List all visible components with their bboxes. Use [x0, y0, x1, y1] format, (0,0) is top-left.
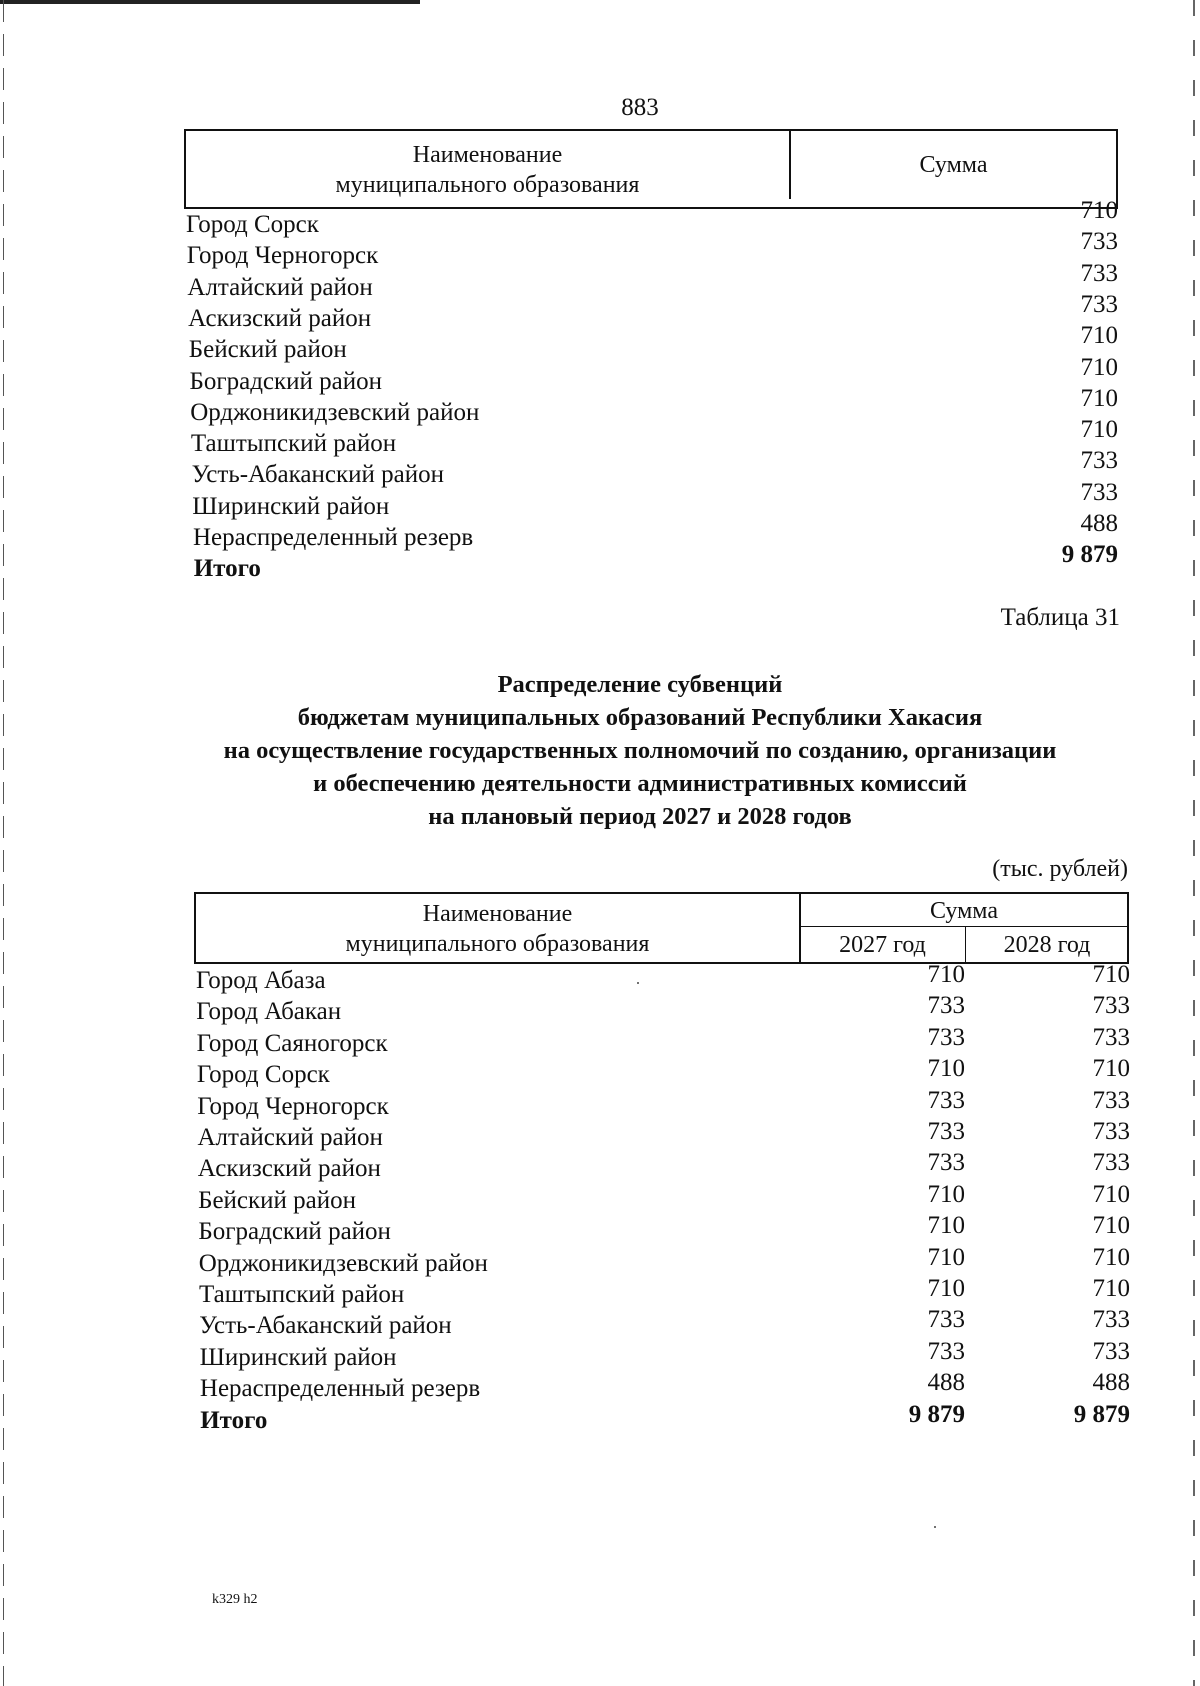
- scan-edge-left: [3, 0, 4, 1686]
- municipality-name: Таштыпский район: [199, 1281, 405, 1308]
- table-row: [196, 1369, 1130, 1405]
- table31-header-sum: Сумма: [930, 898, 998, 924]
- sum-value: 710: [1080, 197, 1118, 224]
- municipality-name: Усть-Абаканский район: [191, 461, 444, 489]
- table-row: [186, 353, 1120, 398]
- value-2028: 733: [1092, 1337, 1130, 1365]
- sum-value: 710: [1080, 322, 1118, 350]
- municipality-name: Город Абаза: [196, 967, 326, 994]
- header-name-line2: муниципального образования: [345, 931, 650, 957]
- table-row: [196, 1337, 1130, 1374]
- table-row: [196, 1275, 1130, 1311]
- sum-value: 488: [1080, 510, 1118, 537]
- municipality-name: Алтайский район: [197, 1124, 383, 1151]
- table-caption: Таблица 31: [1000, 604, 1120, 631]
- header-name-line1: Наименование: [412, 142, 563, 168]
- header-name-line2: муниципального образования: [335, 172, 640, 198]
- value-2027: 733: [927, 992, 965, 1020]
- table1-header-sum: Сумма: [919, 152, 988, 178]
- municipality-name: Аскизский район: [197, 1155, 381, 1183]
- table-row: [186, 478, 1120, 523]
- value-2028: 710: [1092, 1275, 1130, 1302]
- value-2028: 710: [1092, 1243, 1130, 1271]
- sum-value: 9 879: [1061, 541, 1118, 569]
- municipality-name: Боградский район: [198, 1218, 391, 1246]
- value-2027: 710: [927, 1275, 965, 1302]
- municipality-name: Орджоникидзевский район: [198, 1249, 488, 1277]
- sum-value: 733: [1080, 478, 1118, 506]
- total-row: [196, 1400, 1130, 1437]
- municipality-name: Ширинский район: [192, 492, 390, 520]
- value-2027: 710: [927, 961, 965, 988]
- value-2028: 733: [1092, 1118, 1130, 1145]
- municipality-name: Нераспределенный резерв: [193, 524, 474, 551]
- table-row: [196, 992, 1130, 1028]
- title-line-1: Распределение субвенций: [497, 671, 783, 698]
- value-2028: 9 879: [1073, 1400, 1130, 1428]
- value-2027: 733: [927, 1337, 965, 1365]
- value-2027: 488: [927, 1369, 965, 1397]
- table1-header-name: [190, 140, 785, 200]
- total-label: Итого: [200, 1406, 268, 1434]
- municipality-name: Город Саяногорск: [196, 1029, 388, 1057]
- value-2027: 733: [927, 1023, 965, 1051]
- units-note: (тыс. рублей): [992, 856, 1128, 882]
- municipality-name: Город Черногорск: [186, 242, 379, 270]
- value-2027: 733: [927, 1118, 965, 1145]
- table31-header-2028: 2028 год: [1003, 932, 1091, 958]
- sum-value: 733: [1080, 290, 1118, 318]
- table-row: [196, 1023, 1130, 1060]
- municipality-name: Бейский район: [188, 336, 347, 364]
- table31-header-2027: 2027 год: [839, 932, 926, 958]
- sum-value: 710: [1080, 416, 1118, 444]
- value-2028: 733: [1092, 1086, 1130, 1114]
- header-name-line1: Наименование: [422, 901, 573, 927]
- value-2028: 488: [1092, 1369, 1130, 1397]
- page-number: 883: [621, 94, 659, 121]
- value-2027: 710: [927, 1212, 965, 1240]
- total-row: [186, 541, 1120, 585]
- scan-speck: [637, 982, 639, 984]
- table-row: [186, 322, 1120, 366]
- municipality-name: Таштыпский район: [190, 430, 397, 458]
- table-row: [186, 416, 1120, 460]
- municipality-name: Боградский район: [189, 367, 383, 395]
- table-row: [196, 1180, 1130, 1217]
- value-2028: 710: [1092, 961, 1130, 988]
- value-2028: 710: [1092, 1212, 1130, 1240]
- municipality-name: Орджоникидзевский район: [190, 398, 480, 426]
- value-2027: 710: [927, 1180, 965, 1208]
- scan-speck: [934, 1526, 936, 1528]
- municipality-name: Усть-Абаканский район: [199, 1312, 452, 1340]
- table-row: [196, 961, 1130, 997]
- sum-value: 710: [1080, 353, 1118, 381]
- sum-value: 733: [1080, 447, 1118, 475]
- table-row: [196, 1243, 1130, 1280]
- table-row: [196, 1118, 1130, 1154]
- table-title: [160, 668, 1120, 833]
- municipality-name: Город Сорск: [196, 1061, 330, 1089]
- title-line-3: на осуществление государственных полномочий по созданию, организации: [223, 737, 1057, 764]
- footer-code: k329 h2: [212, 1592, 258, 1607]
- table-row: [196, 1086, 1130, 1123]
- sum-value: 710: [1080, 384, 1118, 412]
- value-2028: 710: [1092, 1055, 1130, 1083]
- sum-value: 733: [1080, 259, 1118, 287]
- table-row: [196, 1055, 1130, 1091]
- scan-edge-right: [1193, 0, 1195, 1686]
- total-label: Итого: [193, 555, 261, 583]
- value-2027: 710: [927, 1243, 965, 1271]
- value-2028: 733: [1092, 992, 1130, 1020]
- value-2028: 733: [1092, 1023, 1130, 1051]
- value-2028: 733: [1092, 1149, 1130, 1177]
- value-2027: 710: [927, 1055, 965, 1083]
- title-line-4: и обеспечению деятельности административных комиссий: [313, 770, 967, 797]
- title-line-2: бюджетам муниципальных образований Республики Хакасия: [297, 704, 983, 731]
- table31-header-name: [200, 899, 795, 959]
- municipality-name: Нераспределенный резерв: [199, 1375, 481, 1403]
- table-row: [186, 259, 1120, 304]
- scan-edge-top: [0, 0, 420, 4]
- title-line-5: на плановый период 2027 и 2028 годов: [428, 803, 852, 830]
- table-row: [186, 290, 1120, 335]
- value-2027: 733: [927, 1306, 965, 1334]
- value-2028: 710: [1092, 1180, 1130, 1208]
- municipality-name: Город Сорск: [186, 211, 319, 238]
- table-row: [186, 228, 1120, 272]
- municipality-name: Алтайский район: [187, 273, 373, 301]
- municipality-name: Ширинский район: [199, 1343, 397, 1371]
- value-2027: 733: [927, 1086, 965, 1114]
- table-row: [186, 447, 1120, 491]
- table-row: [196, 1149, 1130, 1185]
- value-2027: 733: [927, 1149, 965, 1177]
- municipality-name: Город Черногорск: [197, 1092, 389, 1120]
- municipality-name: Бейский район: [198, 1186, 357, 1214]
- table-row: [186, 197, 1120, 241]
- table-row: [196, 1212, 1130, 1248]
- table-row: [196, 1306, 1130, 1342]
- value-2028: 733: [1092, 1306, 1130, 1334]
- municipality-name: Аскизский район: [188, 304, 372, 332]
- value-2027: 9 879: [908, 1400, 965, 1428]
- municipality-name: Город Абакан: [196, 998, 342, 1026]
- sum-value: 733: [1080, 228, 1118, 256]
- table-row: [186, 384, 1120, 429]
- table-row: [186, 510, 1120, 554]
- table31-header-sum-underline: [800, 926, 1128, 927]
